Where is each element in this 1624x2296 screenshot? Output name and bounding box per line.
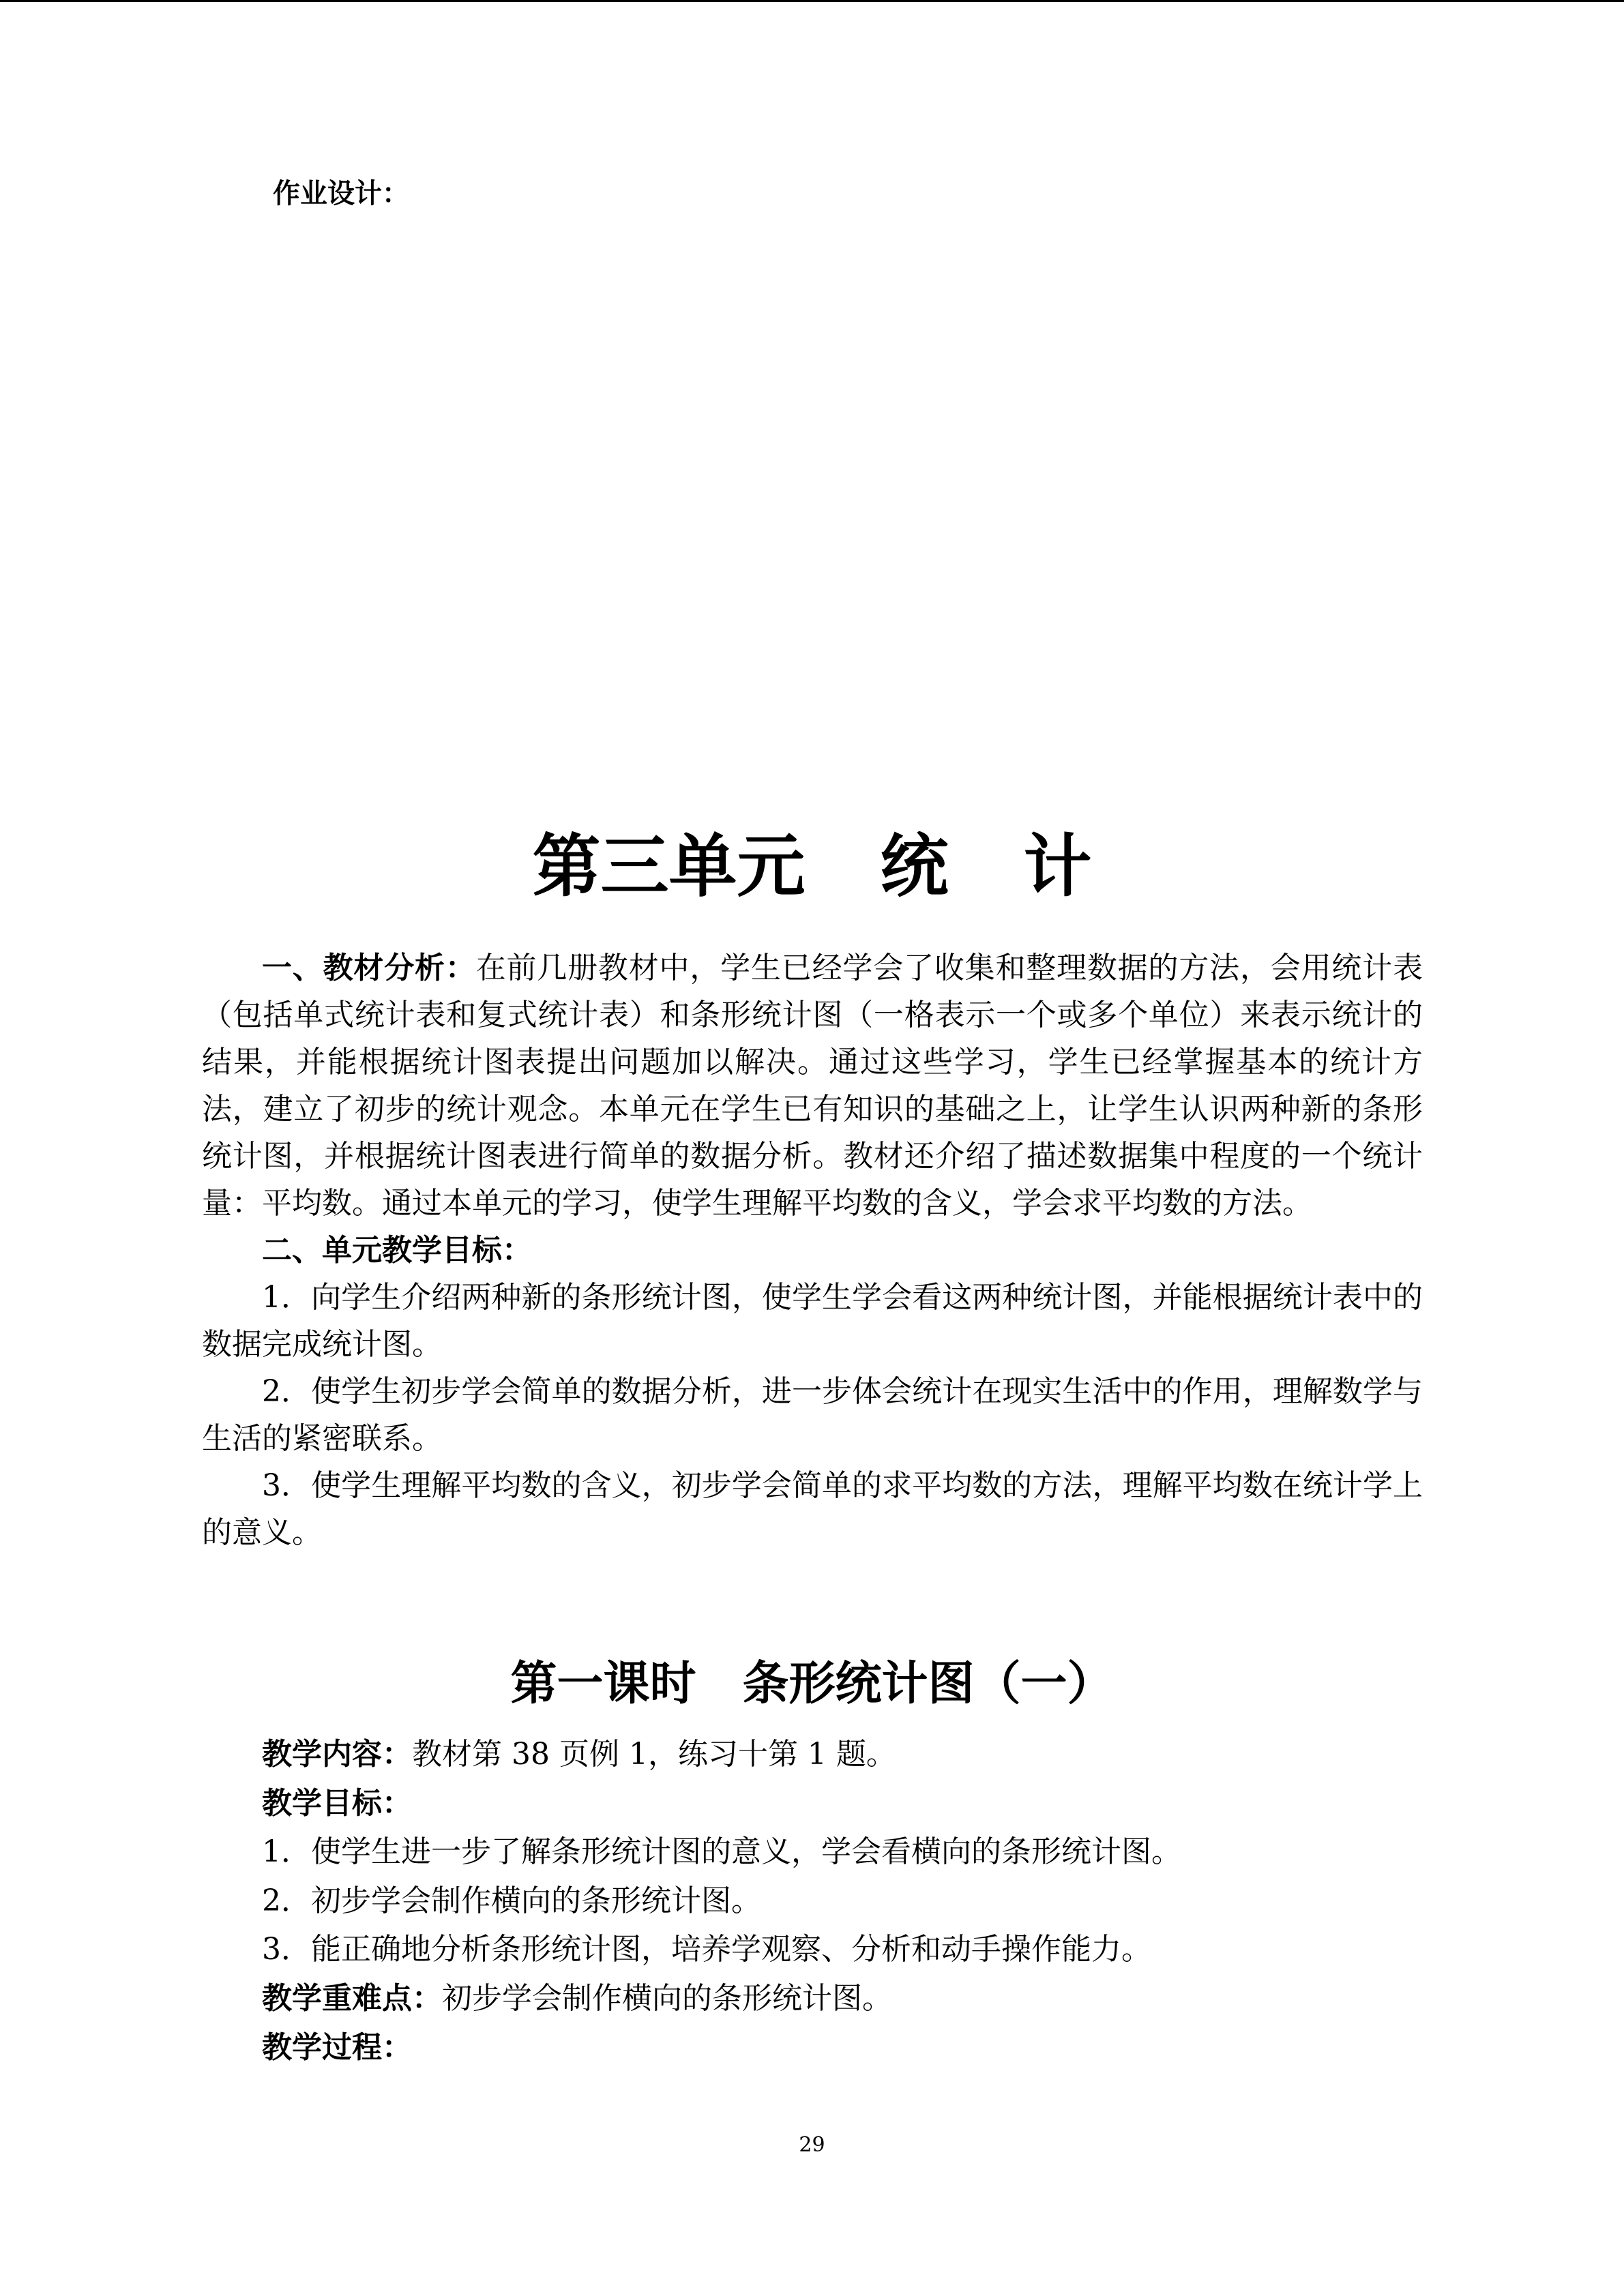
top-border-line bbox=[0, 0, 1624, 2]
unit-goal-item: 2．使学生初步学会简单的数据分析，进一步体会统计在现实生活中的作用，理解数学与生活的紧密联系。 bbox=[202, 1374, 1423, 1456]
homework-heading: 作业设计： bbox=[273, 178, 409, 209]
teaching-goals-label: 教学目标： bbox=[262, 1785, 412, 1821]
unit-title-part2: 统 bbox=[880, 826, 949, 906]
unit-goals-heading-line bbox=[202, 1227, 1423, 1274]
teaching-content-text: 教材第 38 页例 1，练习十第 1 题。 bbox=[412, 1737, 896, 1772]
unit-goal-item: 3．使学生理解平均数的含义，初步学会简单的求平均数的方法，理解平均数在统计学上的意义。 bbox=[202, 1468, 1423, 1550]
teaching-goal-item: 3．能正确地分析条形统计图，培养学观察、分析和动手操作能力。 bbox=[262, 1932, 1151, 1967]
unit-title-part1: 第三单元 bbox=[532, 826, 806, 906]
key-points-text: 初步学会制作横向的条形统计图。 bbox=[442, 1980, 892, 2016]
teaching-goal-item: 2．初步学会制作横向的条形统计图。 bbox=[262, 1883, 761, 1918]
teaching-content-line bbox=[262, 1730, 1421, 1779]
key-points-line bbox=[262, 1974, 1421, 2023]
textbook-analysis-paragraph bbox=[202, 944, 1423, 1227]
unit-goal-item: 1．向学生介绍两种新的条形统计图，使学生学会看这两种统计图，并能根据统计表中的数据完成统计图。 bbox=[202, 1280, 1423, 1362]
lesson-body bbox=[262, 1730, 1421, 2072]
teaching-goal-item: 1．使学生进一步了解条形统计图的意义，学会看横向的条形统计图。 bbox=[262, 1834, 1181, 1870]
unit-title bbox=[0, 811, 1624, 910]
section-textbook-analysis bbox=[202, 944, 1423, 1556]
unit-title-part3: 计 bbox=[1023, 826, 1092, 906]
teaching-content-label: 教学内容： bbox=[262, 1737, 412, 1772]
textbook-analysis-text: 在前几册教材中，学生已经学会了收集和整理数据的方法，会用统计表（包括单式统计表和复式统计表）和条形统计图（一格表示一个或多个单位）来表示统计的结果，并能根据统计图表提出问题加以解决。通过这些学习，学生已经掌握基本的统计方法，建立了初步的统计观念。本单元在学生已有知识的基础之上，让学生认识两种新的条形统计图，并根据统计图表进行简单的数据分析。教材还介绍了描述数据集中程度的一个统计量：平均数。通过本单元的学习，使学生理解平均数的含义，学会求平均数的方法。 bbox=[202, 951, 1423, 1221]
lesson-title: 第一课时 条形统计图（一） bbox=[510, 1657, 1114, 1711]
textbook-analysis-heading: 一、教材分析： bbox=[262, 951, 476, 985]
teaching-process-label: 教学过程： bbox=[262, 2029, 412, 2065]
key-points-label: 教学重难点： bbox=[262, 1980, 442, 2016]
unit-goals-heading: 二、单元教学目标： bbox=[262, 1233, 532, 1268]
teaching-goals-line bbox=[262, 1779, 1421, 1828]
page-number: 29 bbox=[799, 2133, 825, 2157]
teaching-process-line bbox=[262, 2023, 1421, 2072]
